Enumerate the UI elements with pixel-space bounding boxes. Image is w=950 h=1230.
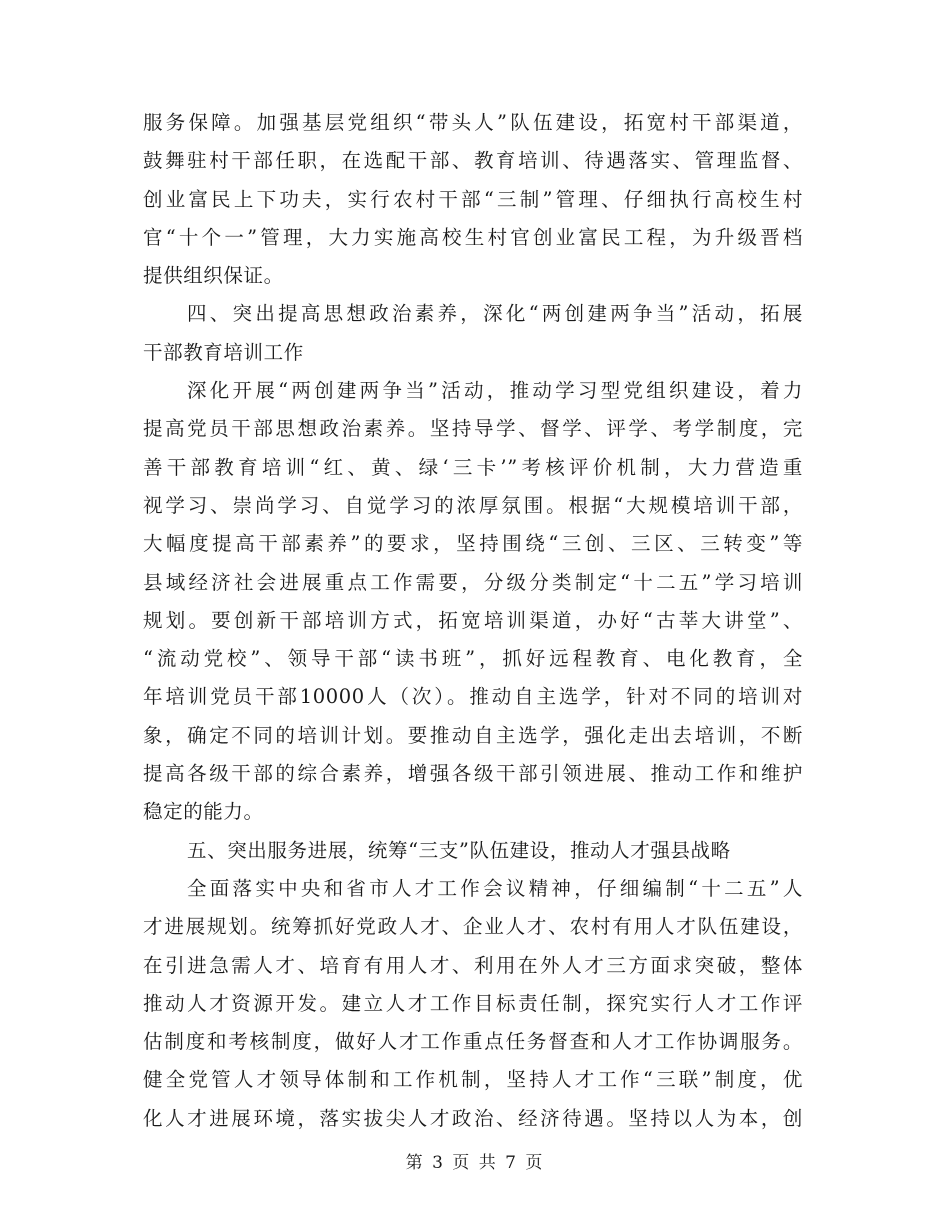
text-line: 县域经济社会进展重点工作需要，分级分类制定“十二五”学习培训 — [143, 570, 803, 594]
page-number: 第 3 页 共 7 页 — [405, 1153, 545, 1173]
text-line: 年培训党员干部10000人（次）。推动自主选学，针对不同的培训对 — [143, 685, 803, 709]
text-line: 干部教育培训工作 — [143, 340, 304, 364]
text-line: 提高党员干部思想政治素养。坚持导学、督学、评学、考学制度，完 — [143, 417, 803, 441]
text-line: 善干部教育培训“红、黄、绿‘三卡’”考核评价机制，大力营造重 — [143, 455, 803, 479]
text-line: 四、突出提高思想政治素养，深化“两创建两争当”活动，拓展 — [187, 302, 803, 326]
text-line: 推动人才资源开发。建立人才工作目标责任制，探究实行人才工作评 — [143, 991, 803, 1015]
text-line: 提高各级干部的综合素养，增强各级干部引领进展、推动工作和维护 — [143, 762, 803, 786]
text-line: 五、突出服务进展，统筹“三支”队伍建设，推动人才强县战略 — [187, 838, 731, 862]
text-line: 大幅度提高干部素养”的要求，坚持围绕“三创、三区、三转变”等 — [143, 532, 803, 556]
text-line: 估制度和考核制度，做好人才工作重点任务督查和人才工作协调服务。 — [143, 1030, 803, 1054]
text-line: 视学习、崇尚学习、自觉学习的浓厚氛围。根据“大规模培训干部， — [143, 493, 803, 517]
text-line: 才进展规划。统筹抓好党政人才、企业人才、农村有用人才队伍建设， — [143, 915, 803, 939]
document-body — [143, 104, 803, 1138]
text-line: “流动党校”、领导干部“读书班”，抓好远程教育、电化教育，全 — [143, 647, 803, 671]
text-line: 官“十个一”管理，大力实施高校生村官创业富民工程，为升级晋档 — [143, 225, 803, 249]
text-line: 全面落实中央和省市人才工作会议精神，仔细编制“十二五”人 — [187, 876, 803, 900]
text-line: 规划。要创新干部培训方式，拓宽培训渠道，办好“古莘大讲堂”、 — [143, 608, 803, 632]
text-line: 服务保障。加强基层党组织“带头人”队伍建设，拓宽村干部渠道， — [143, 111, 803, 134]
text-line: 深化开展“两创建两争当”活动，推动学习型党组织建设，着力 — [187, 379, 803, 403]
text-line: 创业富民上下功夫，实行农村干部“三制”管理、仔细执行高校生村 — [143, 187, 803, 211]
text-line: 稳定的能力。 — [143, 800, 264, 824]
text-line: 在引进急需人才、培育有用人才、利用在外人才三方面求突破，整体 — [143, 953, 803, 977]
text-line: 象，确定不同的培训计划。要推动自主选学，强化走出去培训，不断 — [143, 723, 803, 747]
text-line: 提供组织保证。 — [143, 264, 284, 288]
text-line: 鼓舞驻村干部任职，在选配干部、教育培训、待遇落实、管理监督、 — [143, 149, 803, 173]
text-line: 健全党管人才领导体制和工作机制，坚持人才工作“三联”制度，优 — [143, 1068, 803, 1092]
text-line: 化人才进展环境，落实拔尖人才政治、经济待遇。坚持以人为本，创 — [143, 1106, 803, 1130]
